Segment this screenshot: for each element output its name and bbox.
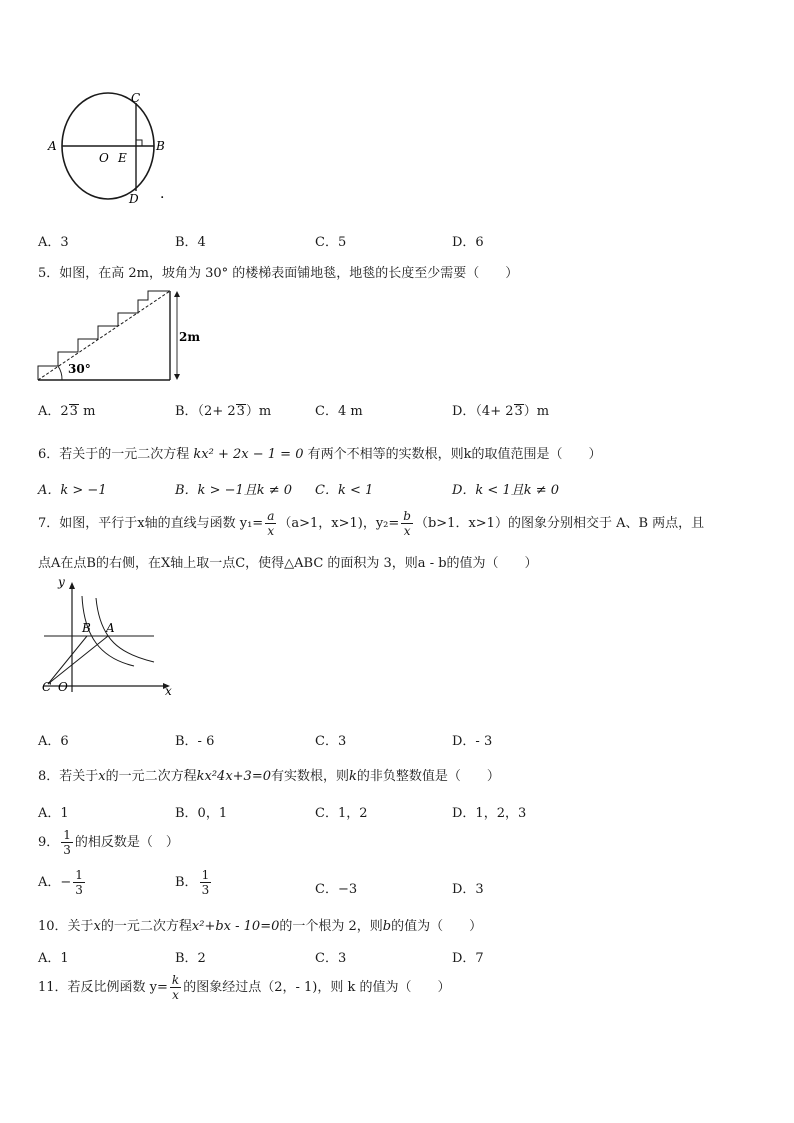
- label-o: O: [99, 151, 109, 165]
- q10-options: [38, 947, 758, 967]
- q5-d-pre: D．（4+ 2: [452, 404, 514, 419]
- q10-option-b[interactable]: B．2: [175, 951, 206, 966]
- fraction-k-over-x: [170, 973, 181, 1002]
- fraction-a-over-x: [265, 509, 276, 538]
- label-c: C: [42, 680, 52, 694]
- frac-den: x: [172, 988, 179, 1002]
- angle-arc: [58, 366, 62, 380]
- y-axis-arrow: [69, 582, 75, 589]
- frac-num: k: [171, 973, 180, 987]
- label-b: B: [156, 139, 165, 153]
- q5-d-post: ）m: [523, 404, 550, 419]
- slope-line: [38, 291, 170, 380]
- q9-post: 的相反数是（ ）: [74, 835, 179, 850]
- q9-pre: 9．: [38, 835, 60, 850]
- segment-cb: [48, 636, 87, 684]
- q9-option-b[interactable]: [175, 868, 213, 897]
- q8-equation: kx²4x+3=0: [196, 769, 271, 784]
- q10-pre: 10．关于: [38, 919, 94, 934]
- q5-option-a[interactable]: [38, 400, 95, 419]
- fraction-one-third: [73, 868, 85, 897]
- frac-num: 1: [201, 868, 210, 882]
- q8-mid: 的一元二次方程: [105, 769, 197, 784]
- height-arrow-top: [174, 291, 180, 297]
- q6-options: [38, 479, 758, 499]
- frac-num: b: [403, 509, 411, 523]
- label-c: C: [131, 91, 141, 105]
- right-angle-mark: [136, 140, 142, 146]
- label-b: B: [82, 621, 91, 635]
- q9-option-d[interactable]: D．3: [452, 882, 484, 897]
- label-y: y: [58, 575, 65, 589]
- height-arrow-bottom: [174, 374, 180, 380]
- q10-mid: 的一元二次方程: [100, 919, 192, 934]
- q10-var-x: x: [93, 919, 101, 934]
- question-9: [38, 828, 179, 857]
- question-7-line-1: [38, 509, 704, 538]
- label-d: D: [129, 192, 139, 206]
- fraction-one-third: [61, 828, 73, 857]
- q5-option-c[interactable]: C．4 m: [315, 404, 363, 419]
- fraction-b-over-x: [401, 509, 413, 538]
- segment-ca: [48, 636, 108, 684]
- function-graph-figure: [38, 574, 178, 696]
- q5-a-post: m: [83, 404, 96, 419]
- label-o: O: [58, 680, 68, 694]
- question-5: 5．如图，在高 2m，坡角为 30° 的楼梯表面铺地毯，地毯的长度至少需要（ ）: [38, 266, 519, 281]
- q9-option-a[interactable]: [38, 868, 87, 897]
- q5-options: [38, 400, 758, 420]
- question-10: [38, 915, 482, 934]
- frac-num: 1: [75, 868, 83, 882]
- q4-option-a[interactable]: A．3: [38, 235, 69, 250]
- q10-option-d[interactable]: D．7: [452, 951, 484, 966]
- q8-option-b[interactable]: B．0，1: [175, 806, 228, 821]
- sqrt-icon: 3: [69, 404, 78, 419]
- q4-option-d[interactable]: D．6: [452, 235, 484, 250]
- q6-option-a[interactable]: A．k > −1: [38, 483, 107, 498]
- q5-option-b[interactable]: [175, 400, 271, 419]
- question-7-line-2: 点A在点B的右侧，在X轴上取一点C，使得△ABC 的面积为 3，则a - b的值为（ ）: [38, 556, 538, 571]
- q4-option-c[interactable]: C．5: [315, 235, 347, 250]
- q7-options: [38, 730, 758, 750]
- q8-mid2: 有实数根，则: [271, 769, 350, 784]
- height-label: 2m: [179, 330, 201, 344]
- q8-post: 的非负整数值是（ ）: [356, 769, 500, 784]
- frac-den: x: [403, 524, 411, 538]
- q10-mid2: 的一个根为 2，则: [279, 919, 383, 934]
- frac-den: x: [267, 524, 275, 538]
- q9-option-c[interactable]: C．−3: [315, 882, 358, 897]
- q7-option-a[interactable]: A．6: [38, 734, 69, 749]
- label-a: A: [106, 621, 115, 635]
- frac-den: 3: [63, 843, 71, 857]
- label-e: E: [118, 151, 127, 165]
- q5-b-post: ）m: [245, 404, 272, 419]
- q9-b-pre: B．: [175, 875, 198, 890]
- q8-options: [38, 802, 758, 822]
- q8-var-x: x: [98, 769, 106, 784]
- q10-option-a[interactable]: A．1: [38, 951, 69, 966]
- q8-option-d[interactable]: D．1，2，3: [452, 806, 527, 821]
- q7-p2: （a>1，x>1)，y₂=: [278, 516, 400, 531]
- q7-p1: 7．如图，平行于x轴的直线与函数 y₁=: [38, 516, 264, 531]
- frac-den: 3: [75, 883, 83, 897]
- label-a: A: [48, 139, 57, 153]
- stairs-figure: [36, 286, 216, 386]
- question-6: [38, 443, 602, 462]
- q7-option-d[interactable]: D．- 3: [452, 734, 493, 749]
- circle-figure: [42, 88, 182, 208]
- fraction-one-third: [200, 868, 212, 897]
- q8-option-a[interactable]: A．1: [38, 806, 69, 821]
- trailing-dot: ·: [160, 190, 165, 206]
- q6-option-c[interactable]: C．k < 1: [315, 483, 374, 498]
- q4-option-b[interactable]: B．4: [175, 235, 206, 250]
- sqrt-icon: 3: [514, 404, 523, 419]
- q11-post: 的图象经过点（2，- 1)，则 k 的值为（ ）: [183, 980, 451, 995]
- q7-option-c[interactable]: C．3: [315, 734, 347, 749]
- q7-option-b[interactable]: B．- 6: [175, 734, 215, 749]
- question-11: [38, 973, 450, 1002]
- question-8: [38, 765, 500, 784]
- q6-option-b[interactable]: B．k > −1且k ≠ 0: [175, 483, 293, 498]
- label-x: x: [165, 684, 172, 696]
- q6-pre: 6．若关于的一元二次方程: [38, 447, 190, 462]
- q6-post: 有两个不相等的实数根，则k的取值范围是（ ）: [307, 447, 602, 462]
- q7-p3: （b>1．x>1）的图象分别相交于 A、B 两点，且: [414, 516, 705, 531]
- q6-equation: kx² + 2x − 1 = 0: [193, 447, 304, 462]
- q8-option-c[interactable]: C．1，2: [315, 806, 368, 821]
- q4-options: [38, 231, 758, 251]
- q11-pre: 11．若反比例函数 y=: [38, 980, 168, 995]
- q8-pre: 8．若关于: [38, 769, 99, 784]
- frac-num: a: [267, 509, 275, 523]
- q5-a-pre: A．2: [38, 404, 69, 419]
- frac-num: 1: [63, 828, 71, 842]
- q10-option-c[interactable]: C．3: [315, 951, 347, 966]
- q10-post: 的值为（ ）: [391, 919, 483, 934]
- q10-var-b: b: [382, 919, 392, 934]
- q5-b-pre: B．（2+ 2: [175, 404, 236, 419]
- q9-a-pre: A．−: [38, 875, 72, 890]
- q9-options: [38, 868, 758, 904]
- q10-equation: x²+bx - 10=0: [191, 919, 280, 934]
- q6-option-d[interactable]: D．k < 1且k ≠ 0: [452, 483, 560, 498]
- frac-den: 3: [201, 883, 210, 897]
- angle-label: 30°: [68, 362, 91, 376]
- q5-option-d[interactable]: [452, 400, 549, 419]
- q8-var-k: k: [349, 769, 357, 784]
- sqrt-icon: 3: [236, 404, 245, 419]
